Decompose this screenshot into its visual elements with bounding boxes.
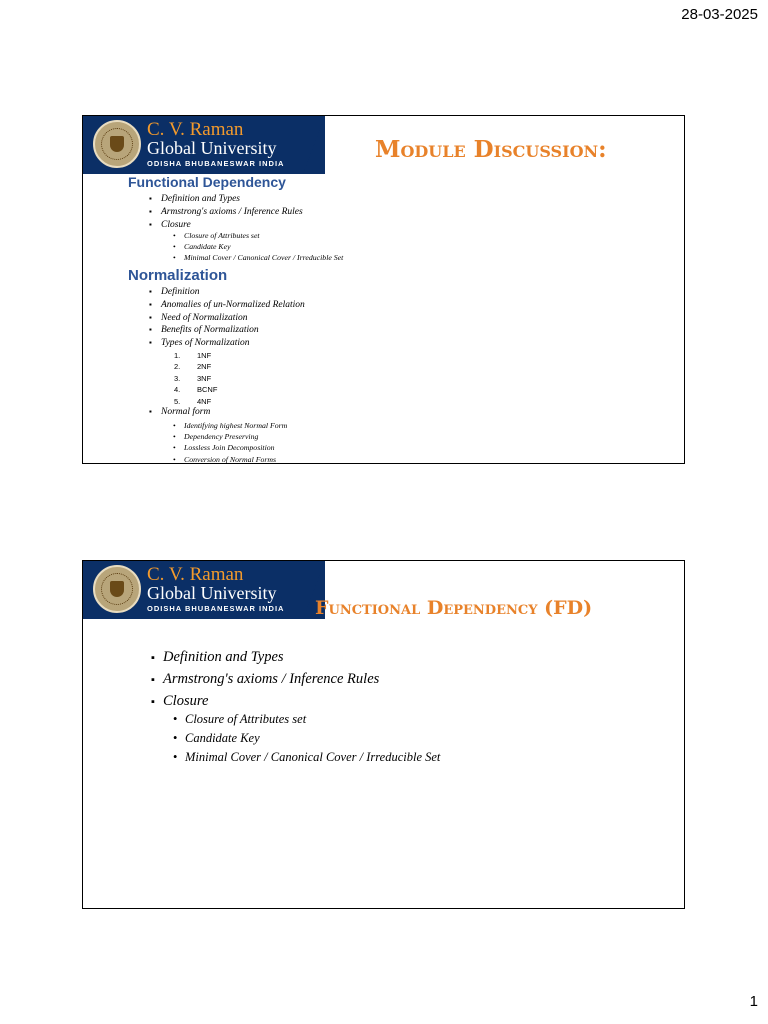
university-seal-icon: [93, 565, 141, 613]
slide-title: Functional Dependency (FD): [315, 597, 593, 619]
list-item: • Candidate Key: [173, 241, 343, 252]
list-item: • Candidate Key: [173, 729, 440, 748]
list-item: ▪ Types of Normalization: [149, 337, 305, 350]
fd-list: [149, 193, 303, 231]
university-logo: [83, 561, 325, 619]
list-item: 5. 4NF: [174, 396, 212, 406]
list-item: ▪ Closure: [149, 219, 303, 232]
list-item: ▪ Armstrong's axioms / Inference Rules: [149, 206, 303, 219]
list-item: • Dependency Preserving: [173, 431, 287, 442]
list-item: • Lossless Join Decomposition: [173, 442, 287, 453]
list-item: 1. 1NF: [174, 351, 212, 360]
slide-module-discussion: [82, 115, 685, 464]
slide-functional-dependency: [82, 560, 685, 909]
fd-closure-list: [173, 230, 343, 264]
list-item: • Conversion of Normal Forms: [173, 454, 287, 464]
list-item: 2. 2NF: [174, 362, 212, 372]
slide-title: Module Discussion:: [375, 136, 607, 163]
logo-location: ODISHA BHUBANESWAR INDIA: [147, 159, 285, 168]
list-item: ▪ Definition and Types: [149, 193, 303, 206]
university-logo: [83, 116, 325, 174]
normalization-types-list: [174, 350, 217, 407]
university-seal-icon: [93, 120, 141, 168]
list-item: 3. 3NF: [174, 373, 212, 383]
list-item: • Minimal Cover / Canonical Cover / Irreducible Set: [173, 252, 343, 263]
logo-name-line2: Global University: [147, 138, 277, 158]
normal-form-list: [173, 420, 287, 464]
list-item: • Closure of Attributes set: [173, 230, 343, 241]
list-item: ▪ Armstrong's axioms / Inference Rules: [151, 669, 379, 691]
list-item: • Identifying highest Normal Form: [173, 420, 287, 431]
logo-name-line1: C. V. Raman: [147, 564, 244, 585]
list-item: 4. BCNF: [174, 385, 218, 395]
list-item: ▪ Anomalies of un-Normalized Relation: [149, 299, 305, 312]
section-heading-fd: Functional Dependency: [128, 174, 286, 190]
fd-list: [151, 647, 379, 713]
logo-location: ODISHA BHUBANESWAR INDIA: [147, 604, 285, 613]
page-date: 28-03-2025: [681, 6, 758, 23]
list-item: • Minimal Cover / Canonical Cover / Irreducible Set: [173, 748, 440, 767]
list-item: ▪ Normal form: [149, 406, 210, 419]
logo-name-line2: Global University: [147, 583, 277, 603]
list-item: ▪ Definition and Types: [151, 647, 379, 669]
normalization-list: [149, 286, 305, 350]
page-number: 1: [749, 993, 758, 1010]
list-item: ▪ Closure: [151, 691, 379, 713]
logo-name-line1: C. V. Raman: [147, 119, 244, 140]
list-item: • Closure of Attributes set: [173, 710, 440, 729]
list-item: ▪ Need of Normalization: [149, 312, 305, 325]
normal-form-heading-list: [149, 406, 210, 419]
list-item: ▪ Benefits of Normalization: [149, 324, 305, 337]
list-item: ▪ Definition: [149, 286, 305, 299]
section-heading-normalization: Normalization: [128, 267, 228, 284]
fd-closure-list: [173, 710, 440, 767]
